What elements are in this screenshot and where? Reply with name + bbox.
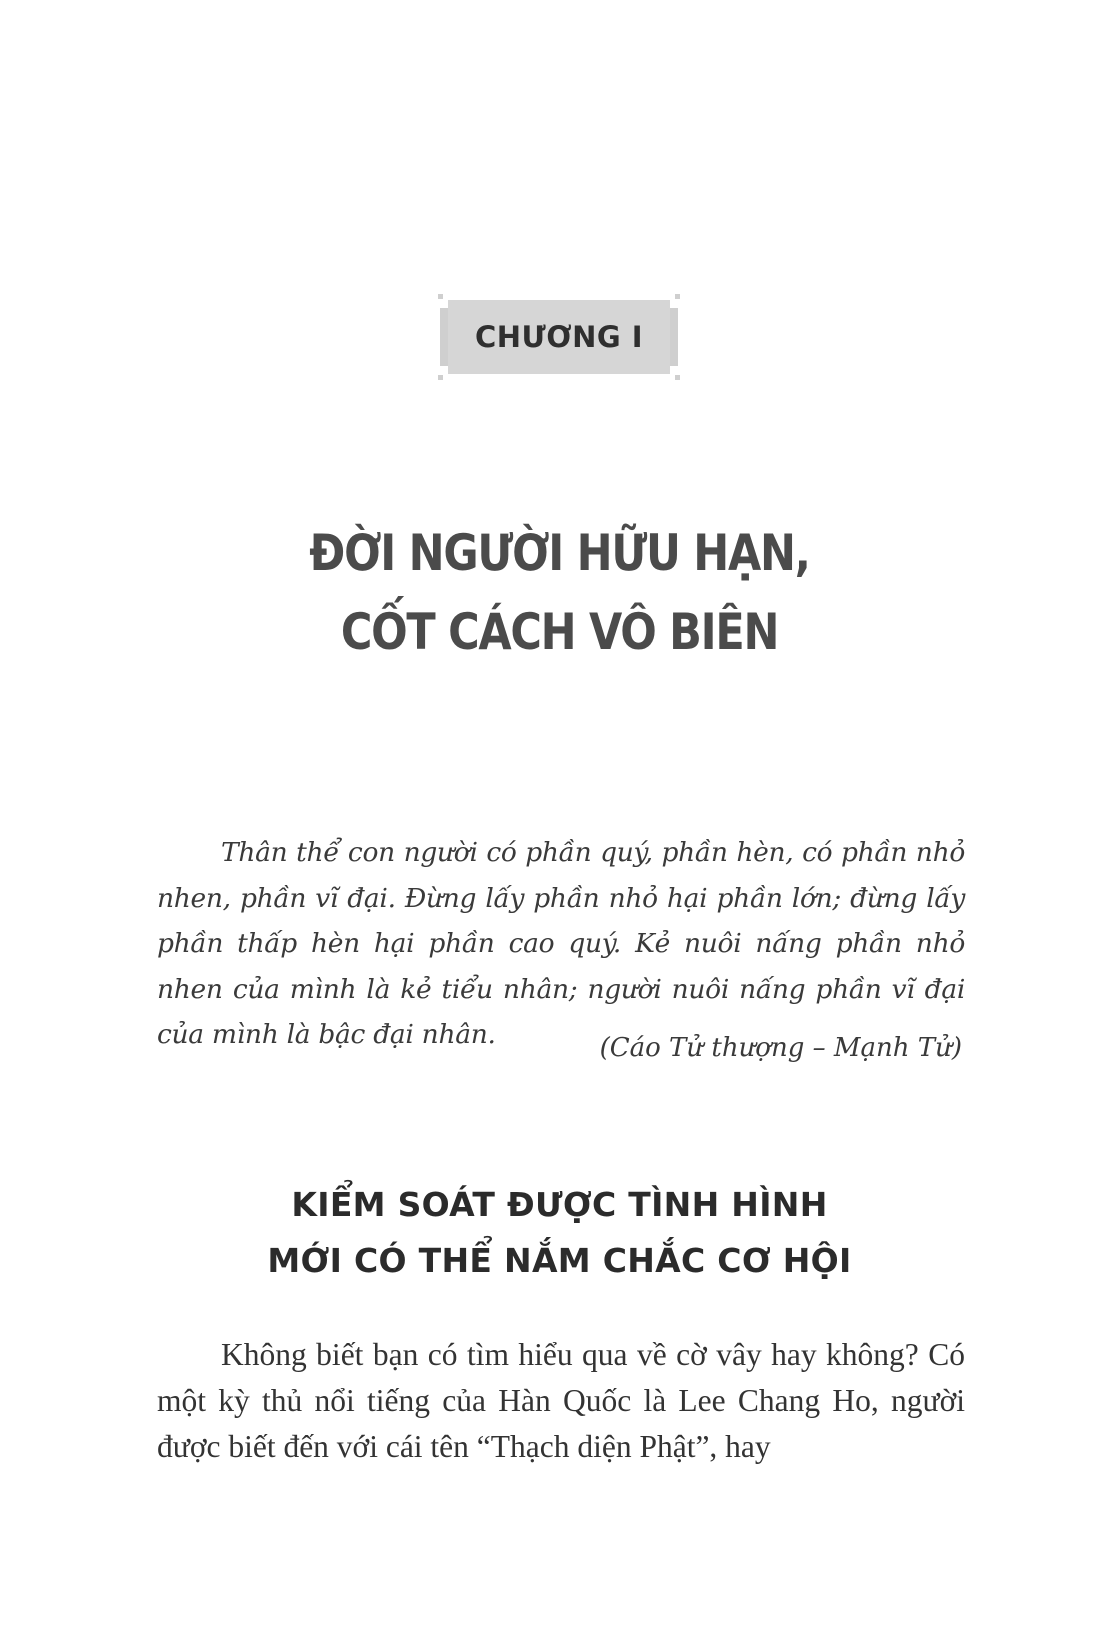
ornament-dot xyxy=(675,294,680,299)
ornament-dot xyxy=(438,294,443,299)
section-heading-line-1: KIỂM SOÁT ĐƯỢC TÌNH HÌNH xyxy=(291,1185,828,1224)
ornament-dot xyxy=(675,375,680,380)
ornament-dot xyxy=(438,375,443,380)
chapter-title-line-2: CỐT CÁCH VÔ BIÊN xyxy=(340,603,779,661)
section-heading-line-2: MỚI CÓ THỂ NẮM CHẮC CƠ HỘI xyxy=(267,1241,852,1280)
ornament-right xyxy=(670,308,678,366)
epigraph-quote: Thân thể con người có phần quý, phần hèn, có phần nhỏ nhen, phần vĩ đại. Đừng lấy phần nhỏ hại phần lớn; đừng lấy phần thấp hèn hại phần cao quý. Kẻ nuôi nấng phần nhỏ nhen của mình là kẻ tiểu nhân; người nuôi nấng phần vĩ đại của mình là bậc đại nhân. xyxy=(157,837,965,1050)
epigraph-source: (Cáo Tử thượng – Mạnh Tử) xyxy=(599,1033,962,1063)
ornament-left xyxy=(440,308,448,366)
chapter-title-line-1: ĐỜI NGƯỜI HỮU HẠN, xyxy=(309,524,810,582)
chapter-label: CHƯƠNG I xyxy=(474,320,644,354)
chapter-label-box xyxy=(448,300,670,374)
body-paragraph: Không biết bạn có tìm hiểu qua về cờ vây hay không? Có một kỳ thủ nổi tiếng của Hàn Quốc là Lee Chang Ho, người được biết đến với cái tên “Thạch diện Phật”, hay xyxy=(157,1337,965,1464)
